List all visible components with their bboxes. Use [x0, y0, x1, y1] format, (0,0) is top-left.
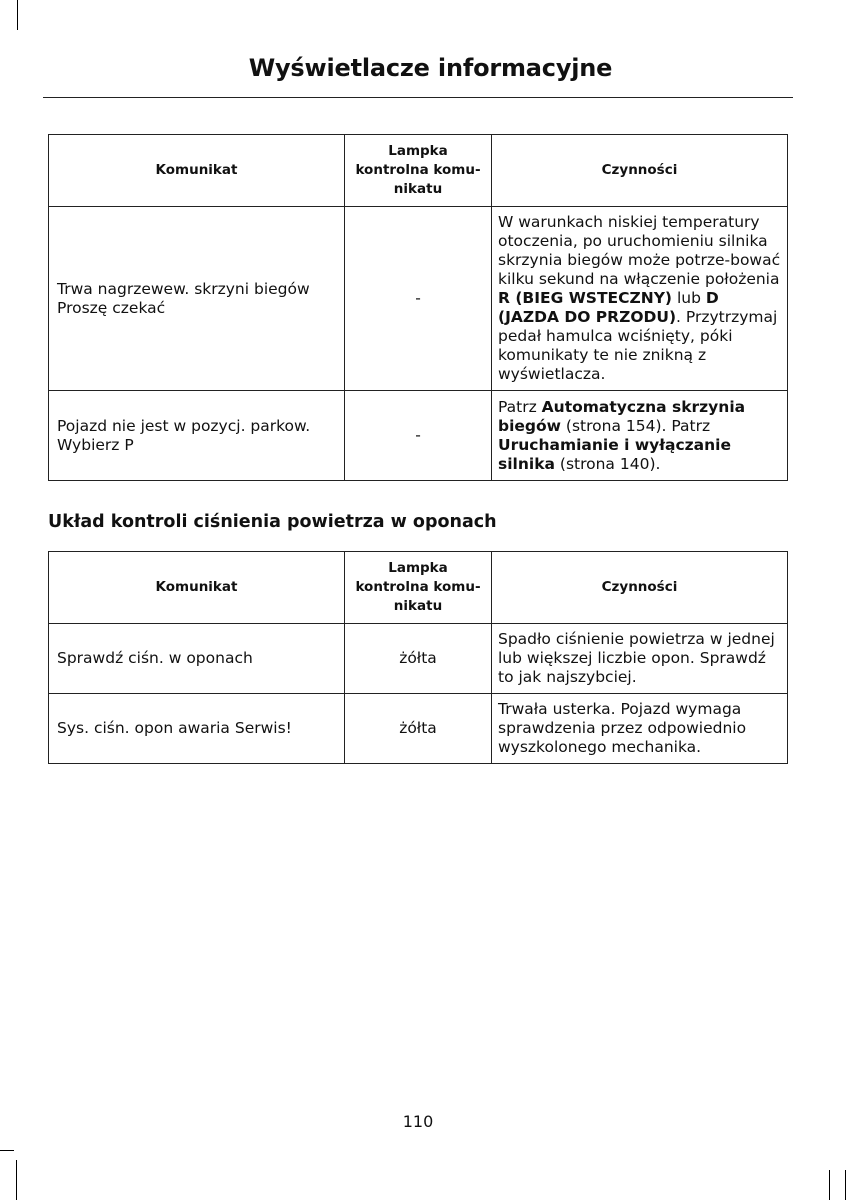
messages-table-transmission	[48, 134, 788, 481]
header-lampka-line2: kontrolna komu-	[355, 162, 481, 178]
table-row	[49, 391, 788, 481]
page-number: 110	[402, 1112, 434, 1131]
table-header-row	[49, 552, 788, 624]
header-lampka-line2: kontrolna komu-	[355, 579, 481, 595]
action-bold: R (BIEG WSTECZNY)	[498, 289, 673, 307]
table-row	[49, 694, 788, 764]
action-cell	[492, 391, 788, 481]
action-cell	[492, 207, 788, 391]
message-cell: Sys. ciśn. opon awaria Serwis!	[49, 694, 345, 764]
header-lampka	[345, 552, 492, 624]
table-row	[49, 624, 788, 694]
header-lampka-line1: Lampka	[388, 143, 448, 159]
message-cell: Sprawdź ciśn. w oponach	[49, 624, 345, 694]
message-line: Trwa nagrzewew. skrzyni biegów	[57, 279, 310, 298]
crop-mark-bottom-right-v2	[845, 1170, 846, 1200]
action-text: (strona 154). Patrz	[560, 416, 711, 435]
table-row	[49, 207, 788, 391]
message-cell	[49, 391, 345, 481]
crop-mark-bottom-left-h	[0, 1150, 14, 1151]
action-link-automatic-transmission[interactable]: Automatyczna skrzynia biegów	[498, 397, 746, 435]
message-line: Proszę czekać	[57, 298, 166, 317]
action-cell: Spadło ciśnienie powietrza w jednej lub większej liczbie opon. Sprawdź to jak najszybciej.	[492, 624, 788, 694]
lamp-cell: żółta	[345, 694, 492, 764]
lamp-cell: -	[345, 207, 492, 391]
action-text: W warunkach niskiej temperatury otoczenia, po uruchomieniu silnika skrzynia biegów może potrze-bować kilku sekund na włączenie położenia	[498, 213, 781, 288]
message-cell	[49, 207, 345, 391]
table-header-row	[49, 135, 788, 207]
action-link-starting-engine[interactable]: Uruchamianie i wyłączanie silnika	[498, 435, 731, 473]
message-line: Wybierz P	[57, 435, 134, 454]
lamp-cell: żółta	[345, 624, 492, 694]
page-title: Wyświetlacze informacyjne	[248, 54, 613, 82]
section-heading-tpms: Układ kontroli ciśnienia powietrza w oponach	[48, 512, 497, 532]
lamp-cell: -	[345, 391, 492, 481]
crop-mark-top-left	[17, 0, 18, 30]
action-text: . Przytrzymaj pedał hamulca wciśnięty, póki komunikaty te nie znikną z wyświetlacza.	[498, 308, 778, 383]
header-czynnosci: Czynności	[492, 552, 788, 624]
action-text: lub	[672, 289, 706, 307]
crop-mark-bottom-right-v	[829, 1170, 830, 1200]
action-text: (strona 140).	[554, 454, 661, 473]
action-text: Patrz	[498, 397, 542, 416]
header-komunikat: Komunikat	[49, 135, 345, 207]
header-lampka	[345, 135, 492, 207]
header-lampka-line1: Lampka	[388, 560, 448, 576]
title-divider	[43, 97, 793, 98]
header-lampka-line3: nikatu	[393, 181, 443, 197]
action-cell: Trwała usterka. Pojazd wymaga sprawdzenia przez odpowiednio wyszkolonego mechanika.	[492, 694, 788, 764]
crop-mark-bottom-left-v	[16, 1160, 17, 1200]
header-lampka-line3: nikatu	[393, 598, 443, 614]
header-czynnosci: Czynności	[492, 135, 788, 207]
messages-table-tpms	[48, 551, 788, 764]
header-komunikat: Komunikat	[49, 552, 345, 624]
message-line: Pojazd nie jest w pozycj. parkow.	[57, 416, 311, 435]
action-bold: D (JAZDA DO PRZODU)	[498, 289, 719, 326]
